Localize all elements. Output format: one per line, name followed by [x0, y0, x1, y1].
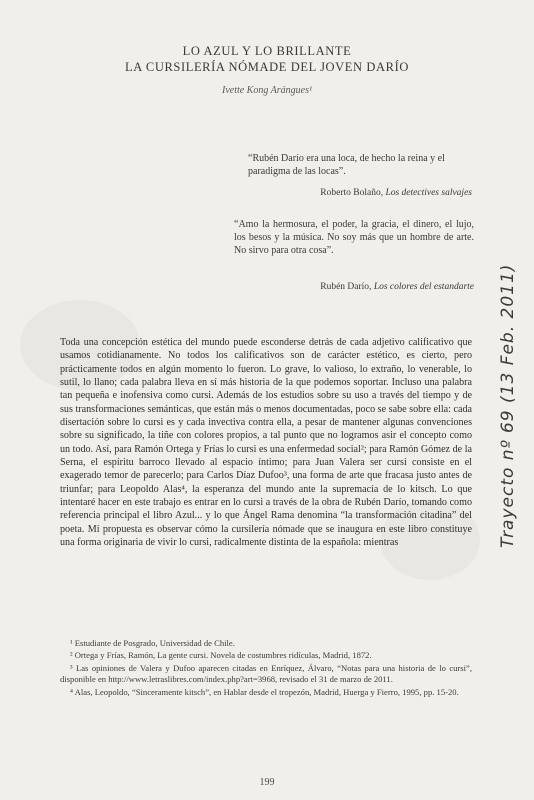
body-paragraph: Toda una concepción estética del mundo puede esconderse detrás de cada adjetivo calificativo que usamos cotidianamente. No todos los calificativos son de carácter estético, es cierto, pero prácticamente todos en algún momento lo fueron. Lo grave, lo valioso, lo extraño, lo venerable, lo sutil, lo llano; cada palabra lleva en sí más historia de la que podemos soportar. Incluso una palabra tan pequeña e inofensiva como cursi. Además de los estudios sobre su uso a través del tiempo y de sus transformaciones semánticas, que están más o menos documentadas, poco se sabe sobre ella: cada disertación sobre lo cursi es y cada invectiva contra ella, a pesar de mantener algunas convenciones sobre su significado, la tiñe con colores propios, a tal punto que no logramos asir el concepto como un todo. Así, para Ramón Ortega y Frías lo cursi es una enfermedad social²; para Ramón Gómez de la Serna, el espíritu barroco llevado al espacio íntimo; para Juan Valera ser cursi consiste en el exagerado temor de parecerlo; para Carlos Díaz Dufoo³, una forma de arte que fracasa justo antes de triunfar; para Leopoldo Alas⁴, la esperanza del mundo ante la supremacía de lo kitsch. Lo que intentaré hacer en este trabajo es entrar en lo cursi a través de la obra de Rubén Darío, tomando como referencia principal el libro Azul... y lo que Ángel Rama denomina “la transformación citadina” del poeta. Mi propuesta es observar cómo la cursilería nómade que se inaugura en este libro constituye una forma originaria de vivir lo cursi, radicalmente distinta de la española: mientras — [60, 337, 472, 549]
epigraph-2-work: Los colores del estandarte — [373, 282, 474, 292]
epigraph-2-author: Rubén Darío, — [320, 282, 374, 292]
handwritten-annotation: Trayecto nº 69 (13 Feb. 2011) — [498, 263, 518, 548]
epigraph-1-work: Los detectives salvajes — [385, 188, 472, 198]
epigraph-2-quote: “Amo la hermosura, el poder, la gracia, el dinero, el lujo, los besos y la música. No soy más que un hombre de arte. No sirvo para otra cosa”. — [234, 219, 474, 256]
footnotes — [60, 638, 472, 699]
article-title-line-2: LA CURSILERÍA NÓMADE DEL JOVEN DARÍO — [125, 60, 409, 74]
epigraph-1-author: Roberto Bolaño, — [320, 188, 386, 198]
footnote-2: ² Ortega y Frías, Ramón, La gente cursi. Novela de costumbres ridículas, Madrid, 1872. — [70, 650, 372, 661]
footnote-1: ¹ Estudiante de Posgrado, Universidad de Chile. — [70, 638, 235, 648]
epigraph-2-source — [234, 281, 474, 294]
footnote-4: ⁴ Alas, Leopoldo, “Sinceramente kitsch”, en Hablar desde el tropezón, Madrid, Huerga y Fierro, 1995, pp. 15-20. — [70, 686, 459, 697]
footnote-3: ³ Las opiniones de Valera y Dufoo aparecen citadas en Enríquez, Álvaro, “Notas para una historia de lo cursi”, disponible en http://www.letraslibres.com/index.php?art=3968, revisado el 31 de marzo de 2011. — [60, 662, 472, 685]
article-author: Ivette Kong Arángues¹ — [221, 85, 313, 96]
body-text — [60, 336, 472, 550]
epigraph-1-source — [252, 187, 472, 200]
page-number: 199 — [259, 777, 275, 788]
epigraph-1-quote: “Rubén Darío era una loca, de hecho la reina y el paradigma de las locas”. — [248, 153, 445, 177]
article-title-line-1: LO AZUL Y LO BRILLANTE — [182, 44, 352, 58]
